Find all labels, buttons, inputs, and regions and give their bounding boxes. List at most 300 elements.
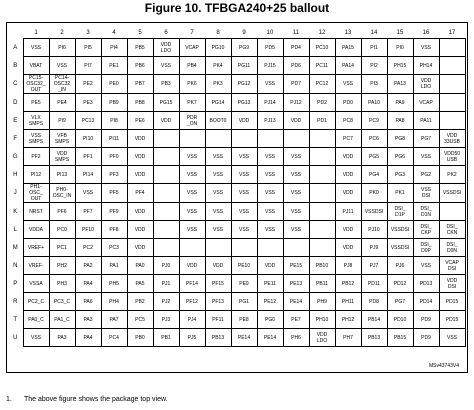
ball-cell: PK2 — [439, 166, 465, 184]
ball-cell: PA9 — [387, 94, 413, 112]
ball-cell: PC3_C — [49, 293, 75, 311]
ball-cell: VSS — [231, 184, 257, 203]
ball-cell: PK3 — [205, 75, 231, 94]
ball-cell: PA14 — [335, 57, 361, 75]
ball-cell: PA15 — [335, 39, 361, 57]
ball-cell: VSS — [179, 184, 205, 203]
ball-cell: PF11 — [205, 311, 231, 329]
ball-cell: PA4 — [75, 275, 101, 293]
row-header: M — [12, 244, 18, 251]
row-header: D — [13, 99, 18, 106]
ball-cell: VDD LDO — [153, 39, 179, 57]
ball-cell: PJ8 — [335, 257, 361, 275]
ball-cell: PK6 — [179, 75, 205, 94]
ball-cell: PE12 — [257, 293, 283, 311]
ball-cell: DSI_ CKN — [439, 221, 465, 239]
ball-cell: VSS — [283, 203, 309, 221]
ballout-table — [8, 27, 466, 347]
ball-cell: PD0 — [335, 94, 361, 112]
ball-cell: VDD — [335, 184, 361, 203]
ball-cell: PC8 — [335, 112, 361, 130]
ball-cell: DSI_ D0N — [439, 239, 465, 257]
ball-cell: PK7 — [179, 94, 205, 112]
row-header: U — [13, 334, 18, 341]
ball-cell: PE11 — [257, 275, 283, 293]
column-header: 1 — [34, 29, 38, 36]
ball-cell: VCAP — [179, 39, 205, 57]
ball-cell — [179, 239, 205, 257]
ball-cell: VSS — [231, 221, 257, 239]
ball-row — [8, 184, 465, 203]
ball-cell: VSSA — [23, 275, 49, 293]
ball-cell: PJ5 — [179, 329, 205, 347]
ball-cell: PA1 — [101, 257, 127, 275]
ball-cell — [439, 94, 465, 112]
ball-cell: VCAP DSI — [439, 257, 465, 275]
ball-cell: PD9 — [413, 329, 439, 347]
ball-cell: VDD50 USB — [439, 148, 465, 166]
ball-cell: DSI_ CKP — [413, 221, 439, 239]
ball-cell: VSS — [205, 184, 231, 203]
ball-cell: VSS — [283, 166, 309, 184]
ball-cell — [231, 130, 257, 148]
ball-cell: PI9 — [49, 112, 75, 130]
ball-row — [8, 75, 465, 94]
ball-cell: PI2 — [361, 57, 387, 75]
ball-row — [8, 239, 465, 257]
ball-cell: PD15 — [439, 293, 465, 311]
ball-cell: PI1 — [361, 39, 387, 57]
ball-row — [8, 57, 465, 75]
ball-cell: PI12 — [23, 166, 49, 184]
ball-cell — [309, 130, 335, 148]
ball-cell: PK4 — [205, 57, 231, 75]
ball-cell: PF7 — [75, 203, 101, 221]
ball-cell — [257, 239, 283, 257]
ball-cell: PA0_C — [23, 311, 49, 329]
ball-row — [8, 130, 465, 148]
ball-cell: VSS — [257, 203, 283, 221]
ball-cell: VSS — [257, 148, 283, 166]
footnote-text: The above figure shows the package top view. — [24, 396, 168, 403]
ball-cell: PF13 — [205, 293, 231, 311]
row-header: T — [13, 316, 18, 323]
ball-cell: VSSDSI — [361, 203, 387, 221]
ball-cell — [309, 239, 335, 257]
ball-cell — [439, 75, 465, 94]
ball-cell — [153, 166, 179, 184]
ball-cell: PF0 — [101, 148, 127, 166]
ball-cell — [179, 130, 205, 148]
ball-cell: VSS — [75, 184, 101, 203]
ball-cell: PK0 — [361, 184, 387, 203]
ball-cell — [439, 39, 465, 57]
ball-cell: PH1- OSC_ OUT — [23, 184, 49, 203]
ball-cell: PG11 — [231, 57, 257, 75]
ball-cell — [153, 221, 179, 239]
ball-cell: VCAP — [413, 94, 439, 112]
ball-cell: PF1 — [75, 148, 101, 166]
ball-cell: PE9 — [231, 275, 257, 293]
column-header: 12 — [318, 29, 326, 36]
ball-cell: PI6 — [49, 39, 75, 57]
ball-cell: VBAT — [23, 57, 49, 75]
ball-cell: VSS SMPS — [23, 130, 49, 148]
ball-cell: PF6 — [49, 203, 75, 221]
ball-cell: VSS — [335, 75, 361, 94]
ball-cell: PC11 — [309, 57, 335, 75]
figure-title: Figure 10. TFBGA240+25 ballout — [144, 1, 330, 15]
ball-cell: PJ10 — [361, 221, 387, 239]
ball-cell: VDD — [205, 257, 231, 275]
ball-cell: PA10 — [361, 94, 387, 112]
ball-cell: VSS — [49, 57, 75, 75]
ball-cell: VDD — [153, 112, 179, 130]
ball-cell: VDD — [335, 239, 361, 257]
ball-cell: PG8 — [387, 130, 413, 148]
ball-cell: VDD — [179, 257, 205, 275]
ball-cell: PD15 — [439, 311, 465, 329]
ball-cell: PF5 — [101, 184, 127, 203]
ball-cell: PA1_C — [49, 311, 75, 329]
ball-cell: PE14 — [257, 329, 283, 347]
ball-cell: PC10 — [309, 39, 335, 57]
ball-cell: PD5 — [257, 39, 283, 57]
row-header: H — [13, 171, 18, 178]
ball-cell: PE6 — [127, 112, 153, 130]
ball-cell: PB0 — [127, 329, 153, 347]
ball-cell: PI5 — [75, 39, 101, 57]
ball-row — [8, 148, 465, 166]
ball-cell: PC15- OSC32_ OUT — [23, 75, 49, 94]
ball-cell: VDD — [127, 239, 153, 257]
ball-cell: VSS — [283, 148, 309, 166]
ball-cell: PK1 — [387, 184, 413, 203]
ball-cell: VDD SMPS — [49, 148, 75, 166]
ball-cell: VSS — [257, 184, 283, 203]
ball-cell: PA0 — [127, 257, 153, 275]
ball-cell: VSS — [413, 148, 439, 166]
ball-cell: PH6 — [283, 329, 309, 347]
ball-cell: PD1 — [309, 112, 335, 130]
column-header: 8 — [216, 29, 220, 36]
ball-cell: PG4 — [361, 166, 387, 184]
ball-cell: VDD LDO — [413, 75, 439, 94]
ball-row — [8, 39, 465, 57]
ball-cell: PC14- OSC32 _IN — [49, 75, 75, 94]
ball-cell: VSS — [231, 148, 257, 166]
ball-cell: PG6 — [387, 148, 413, 166]
ball-cell: PJ11 — [335, 203, 361, 221]
ball-cell: PC2 — [75, 239, 101, 257]
ball-cell: PE0 — [101, 75, 127, 94]
ball-cell: PD8 — [361, 293, 387, 311]
column-header: 17 — [448, 29, 456, 36]
ball-cell: PB13 — [361, 329, 387, 347]
ball-cell: PA11 — [413, 112, 439, 130]
ball-cell: PC6 — [361, 130, 387, 148]
ball-cell: VSSDSI — [387, 221, 413, 239]
ball-cell: PF2 — [23, 148, 49, 166]
ball-row — [8, 112, 465, 130]
ball-cell: VSS — [283, 184, 309, 203]
ball-cell: PC3 — [101, 239, 127, 257]
column-header: 9 — [242, 29, 246, 36]
ball-cell: PC4 — [101, 329, 127, 347]
ball-cell: PG10 — [205, 39, 231, 57]
ball-cell: PF9 — [101, 203, 127, 221]
ball-cell: PD4 — [283, 39, 309, 57]
row-header: C — [13, 81, 18, 87]
ball-cell: PH7 — [335, 329, 361, 347]
ball-cell: PJ3 — [153, 311, 179, 329]
ball-cell: VSS — [413, 39, 439, 57]
ball-cell: PJ0 — [153, 257, 179, 275]
ball-cell: PE7 — [283, 311, 309, 329]
ball-cell: PG13 — [231, 94, 257, 112]
ball-cell: VDD — [283, 112, 309, 130]
ball-cell: PD14 — [413, 293, 439, 311]
ball-cell — [439, 203, 465, 221]
ball-cell: PA3 — [75, 311, 101, 329]
row-header: F — [13, 135, 18, 142]
ball-cell: VSS — [283, 221, 309, 239]
row-header: B — [13, 62, 18, 69]
ball-cell: PE3 — [75, 94, 101, 112]
column-header: 14 — [370, 29, 378, 36]
ball-cell — [153, 203, 179, 221]
ball-cell: PB7 — [127, 75, 153, 94]
ball-cell: PJ2 — [153, 293, 179, 311]
ball-cell: VDD — [257, 257, 283, 275]
ball-cell: BOOT0 — [205, 112, 231, 130]
ball-cell — [231, 239, 257, 257]
ball-cell: PE15 — [283, 257, 309, 275]
ball-cell: VDD — [127, 130, 153, 148]
ball-cell: VSS DSI — [413, 184, 439, 203]
ball-cell: PG7 — [413, 130, 439, 148]
ball-cell: PI14 — [75, 166, 101, 184]
ball-cell: PC7 — [335, 130, 361, 148]
ball-cell: PE4 — [49, 94, 75, 112]
ball-cell: PE1 — [101, 57, 127, 75]
row-header: G — [12, 153, 18, 160]
ball-cell — [153, 184, 179, 203]
ball-row — [8, 166, 465, 184]
column-header: 13 — [344, 29, 352, 36]
ball-cell: PG14 — [205, 94, 231, 112]
ball-cell — [257, 130, 283, 148]
ball-cell: VSS — [257, 221, 283, 239]
ball-cell: PB8 — [127, 94, 153, 112]
ball-cell: PJ15 — [257, 57, 283, 75]
ball-cell: PI13 — [49, 166, 75, 184]
column-header: 10 — [266, 29, 274, 36]
ball-cell: PD13 — [413, 275, 439, 293]
row-header: R — [13, 298, 18, 305]
ball-cell: PJ7 — [361, 257, 387, 275]
ball-cell: PB10 — [309, 257, 335, 275]
ball-cell — [205, 239, 231, 257]
ball-cell: VDD — [231, 112, 257, 130]
ball-cell: PH3 — [49, 275, 75, 293]
ball-cell: PJ13 — [257, 112, 283, 130]
column-header: 4 — [112, 29, 116, 36]
ball-row — [8, 329, 465, 347]
ball-cell: PG2 — [413, 166, 439, 184]
ball-cell: VSS — [205, 203, 231, 221]
ball-cell: PG0 — [257, 311, 283, 329]
ball-cell: PE13 — [283, 275, 309, 293]
ball-cell: PC1 — [49, 239, 75, 257]
ball-cell: PA8 — [387, 112, 413, 130]
ball-cell: PE14 — [283, 293, 309, 311]
ball-cell: PF14 — [179, 275, 205, 293]
ball-row — [8, 221, 465, 239]
ball-cell — [153, 130, 179, 148]
ball-cell: VDD — [127, 203, 153, 221]
ball-cell: VLX SMPS — [23, 112, 49, 130]
ball-cell: PD2 — [309, 94, 335, 112]
ball-cell — [283, 130, 309, 148]
ball-cell: VDD — [335, 148, 361, 166]
ball-cell: VDDA — [23, 221, 49, 239]
column-header: 7 — [190, 29, 194, 36]
ball-cell: PF4 — [127, 184, 153, 203]
ball-cell: VSS — [257, 75, 283, 94]
ball-cell: PF10 — [75, 221, 101, 239]
ball-cell — [309, 166, 335, 184]
row-header: K — [13, 208, 18, 215]
ball-cell: PC5 — [127, 311, 153, 329]
ball-cell: VSS — [205, 166, 231, 184]
ball-cell: PH10 — [309, 311, 335, 329]
ball-cell: PB11 — [309, 275, 335, 293]
ball-cell: VSS — [205, 148, 231, 166]
ball-cell: PF15 — [205, 275, 231, 293]
ball-cell: PH11 — [335, 293, 361, 311]
column-header: 6 — [164, 29, 168, 36]
ball-cell: PH9 — [309, 293, 335, 311]
ball-cell: PDR _ON — [179, 112, 205, 130]
ball-cell: PB4 — [179, 57, 205, 75]
column-header: 5 — [138, 29, 142, 36]
ball-cell — [309, 203, 335, 221]
ball-cell: VSS — [257, 166, 283, 184]
ball-cell: PA5 — [127, 275, 153, 293]
ball-cell: VDD 33USB — [439, 130, 465, 148]
ball-row — [8, 94, 465, 112]
ball-cell: PB12 — [335, 275, 361, 293]
ballout-grid — [6, 22, 468, 373]
ball-cell: VSSDSI — [439, 184, 465, 203]
ball-cell — [153, 148, 179, 166]
ball-cell: PC13 — [75, 112, 101, 130]
ball-cell: PB15 — [387, 329, 413, 347]
ball-cell: PB2 — [127, 293, 153, 311]
ball-cell: VSS — [23, 329, 49, 347]
ball-cell: PC2_C — [23, 293, 49, 311]
ball-cell: PB1 — [153, 329, 179, 347]
ball-cell: VDD — [335, 166, 361, 184]
ball-cell: PA13 — [387, 75, 413, 94]
ball-row — [8, 203, 465, 221]
column-header: 16 — [422, 29, 430, 36]
ball-cell: PA6 — [75, 293, 101, 311]
ball-cell: PF8 — [101, 221, 127, 239]
ball-cell — [439, 57, 465, 75]
ball-cell — [283, 239, 309, 257]
ball-cell: PG7 — [387, 293, 413, 311]
ball-row — [8, 275, 465, 293]
ball-row — [8, 257, 465, 275]
ball-cell: PF3 — [101, 166, 127, 184]
row-header: E — [13, 117, 18, 124]
ball-cell: PA2 — [75, 257, 101, 275]
row-header: A — [13, 44, 18, 51]
footnote-number: 1. — [6, 396, 12, 403]
ball-cell: VDD — [335, 221, 361, 239]
column-header: 11 — [292, 29, 300, 36]
ball-cell: PB14 — [361, 311, 387, 329]
ball-cell: PD9 — [413, 311, 439, 329]
ball-cell: PJ9 — [361, 239, 387, 257]
ball-cell: VSS — [413, 257, 439, 275]
ball-cell: PD12 — [387, 275, 413, 293]
ball-cell: PB6 — [127, 57, 153, 75]
ball-cell: PH0- OSC_IN — [49, 184, 75, 203]
ball-cell: PD6 — [283, 57, 309, 75]
ball-cell: DSI_ D0P — [413, 239, 439, 257]
ball-cell: VSS — [231, 203, 257, 221]
ball-cell: PJ12 — [283, 94, 309, 112]
ball-cell: NRST — [23, 203, 49, 221]
ball-cell: PE8 — [231, 311, 257, 329]
ball-cell — [205, 130, 231, 148]
column-header-row — [8, 27, 465, 39]
ball-cell — [439, 112, 465, 130]
ball-cell: PJ4 — [179, 311, 205, 329]
ball-cell: PJ1 — [153, 275, 179, 293]
ball-cell: VREF- — [23, 257, 49, 275]
ball-cell: VSS — [179, 166, 205, 184]
ball-cell: PF12 — [179, 293, 205, 311]
ball-cell: PB5 — [127, 39, 153, 57]
ball-cell: VSS — [153, 57, 179, 75]
column-header: 15 — [396, 29, 404, 36]
ball-cell: PH2 — [49, 257, 75, 275]
ball-cell: VSS — [231, 166, 257, 184]
ball-cell — [153, 239, 179, 257]
ball-cell: VFB SMPS — [49, 130, 75, 148]
ball-cell: PI0 — [387, 39, 413, 57]
ball-cell: VREF+ — [23, 239, 49, 257]
ball-cell: PJ6 — [387, 257, 413, 275]
ball-cell: PA3 — [49, 329, 75, 347]
ball-cell: PG5 — [361, 148, 387, 166]
ball-cell: DSI_ D1N — [413, 203, 439, 221]
ball-cell: PD7 — [283, 75, 309, 94]
ball-cell: VSSDSI — [387, 239, 413, 257]
ball-cell: PG9 — [231, 39, 257, 57]
ball-cell: VDD — [127, 221, 153, 239]
ball-cell — [309, 184, 335, 203]
ball-cell: VDD — [127, 166, 153, 184]
ball-cell: PH5 — [101, 275, 127, 293]
ball-cell: PE5 — [23, 94, 49, 112]
ball-cell: PE14 — [231, 329, 257, 347]
row-header: N — [13, 262, 18, 269]
